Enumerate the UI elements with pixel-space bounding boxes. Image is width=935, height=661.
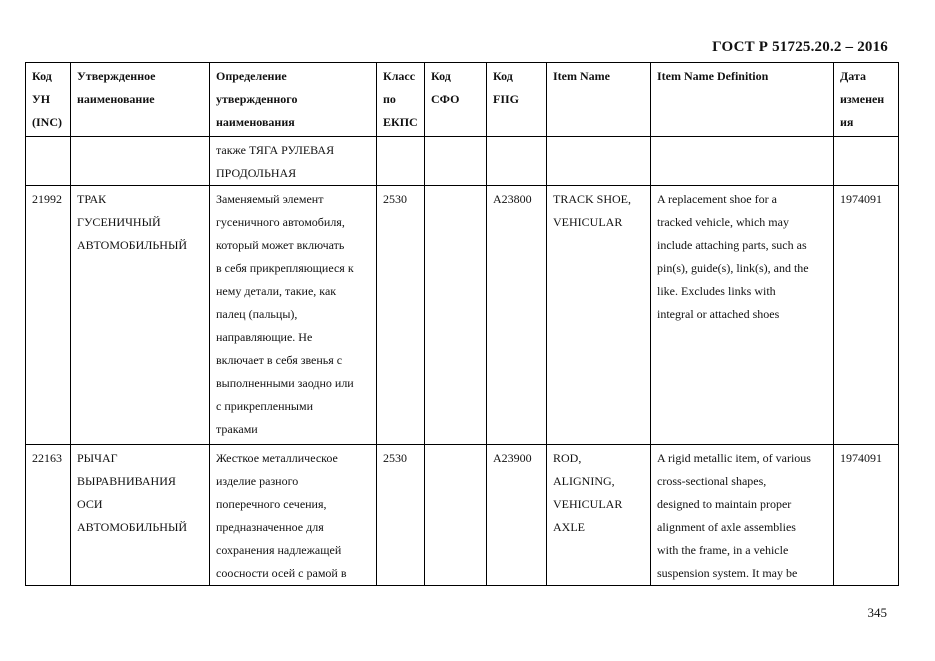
table-cell [425,137,487,186]
cell-change-date: 1974091 [834,186,899,445]
header-approved-name: Утвержденное наименование [71,63,210,137]
header-inc: Код УН (INC) [26,63,71,137]
header-fiig-code: Код FIIG [487,63,547,137]
header-item-name: Item Name [547,63,651,137]
cell-inc: 21992 [26,186,71,445]
header-item-definition: Item Name Definition [651,63,834,137]
table-cell-definition: также ТЯГА РУЛЕВАЯ ПРОДОЛЬНАЯ [210,137,377,186]
table-cell [377,137,425,186]
cell-sfo-code [425,186,487,445]
table-cell [487,137,547,186]
cell-item-name: TRACK SHOE, VEHICULAR [547,186,651,445]
page-number: 345 [867,605,887,620]
cell-fiig-code: A23800 [487,186,547,445]
table-cell [71,137,210,186]
standard-code: ГОСТ Р 51725.20.2 – 2016 [712,39,888,55]
cell-change-date: 1974091 [834,445,899,586]
cell-ekps-class: 2530 [377,186,425,445]
header-change-date: Дата изменен ия [834,63,899,137]
cell-sfo-code [425,445,487,586]
cell-definition-ru: Заменяемый элемент гусеничного автомобиля, который может включать в себя прикрепляющиеся к нему детали, такие, как палец (пальцы), направляющие. Не включает в себя звенья с выполненными заодно или с прикрепленными траками [210,186,377,445]
table-row [26,445,899,586]
table-cell [834,137,899,186]
header-sfo-code: Код СФО [425,63,487,137]
cell-inc: 22163 [26,445,71,586]
table-row [26,186,899,445]
header-definition: Определение утвержденного наименования [210,63,377,137]
table-cell [547,137,651,186]
cell-name-ru: ТРАК ГУСЕНИЧНЫЙ АВТОМОБИЛЬНЫЙ [71,186,210,445]
cell-ekps-class: 2530 [377,445,425,586]
cell-definition-ru: Жесткое металлическое изделие разного поперечного сечения, предназначенное для сохранения надлежащей соосности осей с рамой в [210,445,377,586]
cell-item-definition: A replacement shoe for a tracked vehicle, which may include attaching parts, such as pin(s), guide(s), link(s), and the like. Excludes links with integral or attached shoes [651,186,834,445]
cell-item-definition: A rigid metallic item, of various cross-sectional shapes, designed to maintain proper alignment of axle assemblies with the frame, in a vehicle suspension system. It may be [651,445,834,586]
catalog-table [25,62,899,586]
cell-name-ru: РЫЧАГ ВЫРАВНИВАНИЯ ОСИ АВТОМОБИЛЬНЫЙ [71,445,210,586]
header-ekps-class: Класс по ЕКПС [377,63,425,137]
table-cell [651,137,834,186]
cell-fiig-code: A23900 [487,445,547,586]
cell-item-name: ROD, ALIGNING, VEHICULAR AXLE [547,445,651,586]
continuation-row [26,137,899,186]
header-row [26,63,899,137]
table-cell [26,137,71,186]
